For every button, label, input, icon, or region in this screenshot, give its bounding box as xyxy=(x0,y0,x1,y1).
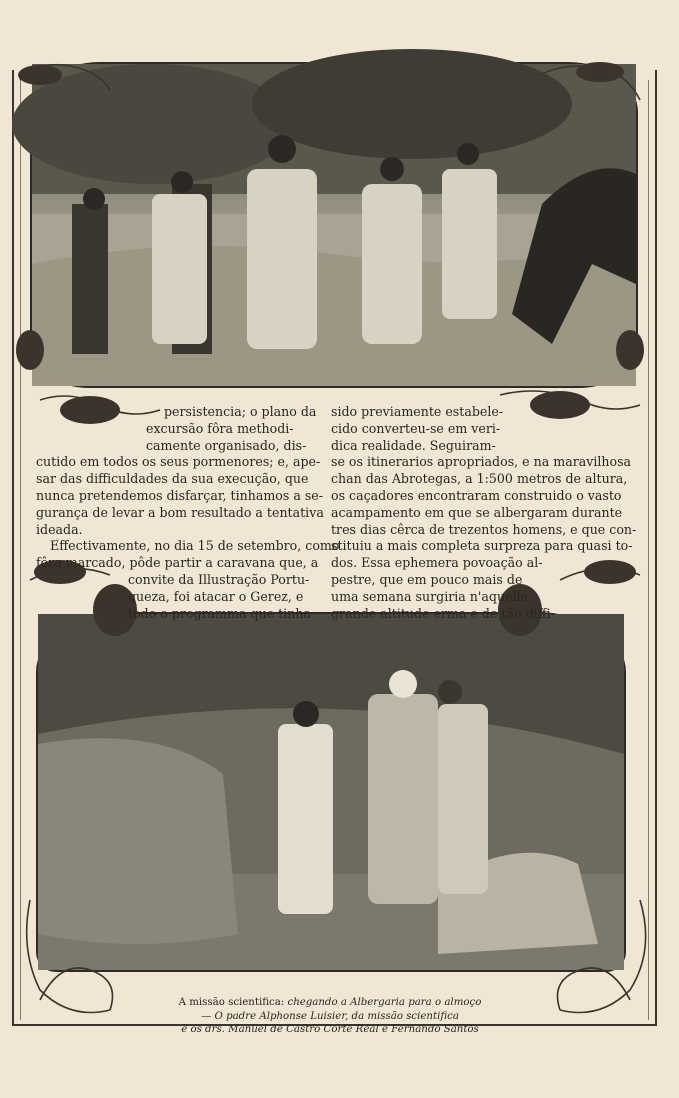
article-line: ideada. xyxy=(36,521,83,537)
article-line: excursão fôra methodi- xyxy=(146,420,294,436)
article-line: cido converteu-se em veri- xyxy=(331,420,501,436)
article-line: se os itinerarios apropriados, e na maravilhosa xyxy=(331,454,632,470)
article-line: tres dias cêrca de trezentos homens, e que con- xyxy=(331,521,637,537)
article-line: Effectivamente, no dia 15 de setembro, como xyxy=(50,538,340,554)
article-line: stituiu a mais completa surpreza para quasi to- xyxy=(331,538,633,554)
article-left-column xyxy=(36,404,340,622)
article-line: acampamento em que se albergaram durante xyxy=(331,504,623,520)
caption-lead: A missão scientifica: xyxy=(178,997,285,1008)
caption-line-3: e os drs. Manuel de Castro Corte Real e Fernando Santos xyxy=(181,1024,479,1035)
article-right-column xyxy=(331,404,637,622)
article-line: sido previamente estabele- xyxy=(331,404,504,419)
article-text xyxy=(36,404,637,621)
article-line: convite da Illustração Portu- xyxy=(128,571,310,587)
article-line: dica realidade. Seguiram- xyxy=(331,437,496,453)
article-line: pestre, que em pouco mais de xyxy=(331,571,523,587)
article-line: todo o programma que tinha xyxy=(128,605,311,621)
article-line: uma semana surgiria n'aquella xyxy=(331,588,529,604)
caption-line-1-rest: chegando a Albergaria para o almoço xyxy=(287,997,482,1008)
article-line: cutido em todos os seus pormenores; e, ape- xyxy=(36,454,321,470)
caption-line-2: — O padre Alphonse Luisier, da missão scientifica xyxy=(201,1010,459,1022)
article-line: persistencia; o plano da xyxy=(164,404,317,419)
article-line: camente organisado, dis- xyxy=(146,437,307,453)
article-line: dos. Essa ephemera povoação al- xyxy=(331,555,543,571)
article-line: gurança de levar a bom resultado a tentativa xyxy=(36,504,324,520)
article-line: sar das difficuldades da sua execução, que xyxy=(36,471,309,487)
article-line: nunca pretendemos disfarçar, tinhamos a se- xyxy=(36,487,323,503)
article-line: grande altitude erma e de tão diffi- xyxy=(331,605,555,621)
photo-caption xyxy=(150,996,510,1037)
article-line: fôra marcado, pôde partir a caravana que, a xyxy=(36,555,319,571)
article-line: gueza, foi atacar o Gerez, e xyxy=(128,588,304,604)
caption-line-1 xyxy=(150,996,510,1010)
article-line: chan das Abrotegas, a 1:500 metros de altura, xyxy=(331,471,628,487)
article-line: os caçadores encontraram construido o vasto xyxy=(331,487,622,503)
